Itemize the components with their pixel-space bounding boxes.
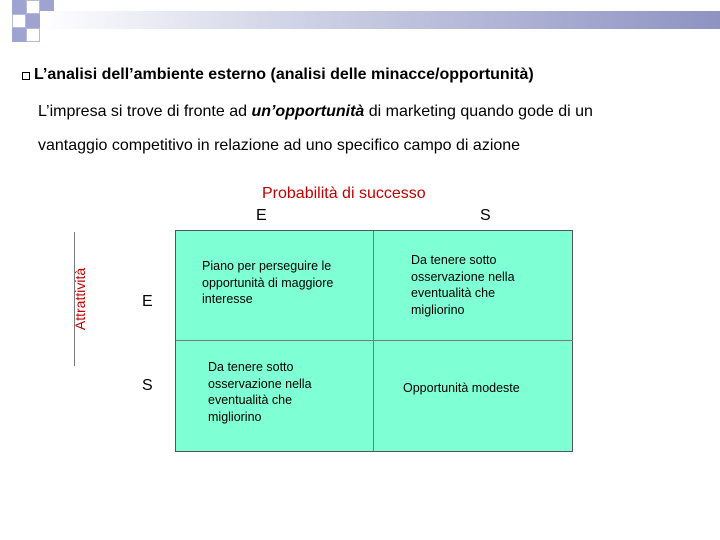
column-label-e: E	[256, 207, 267, 224]
header-gradient-bar	[40, 11, 720, 29]
paragraph-emphasis: un’opportunità	[251, 103, 365, 120]
deco-square-filled	[26, 14, 40, 28]
paragraph-line-1	[38, 103, 593, 121]
deco-square-outline	[12, 14, 26, 28]
matrix-cell-e-s: Da tenere sotto osservazione nella eventualità che migliorino	[411, 253, 515, 317]
matrix-cell-e-e: Piano per perseguire le opportunità di maggiore interesse	[202, 259, 334, 306]
paragraph-line-2: vantaggio competitivo in relazione ad uno specifico campo di azione	[38, 137, 521, 154]
row-label-s: S	[142, 377, 153, 394]
paragraph-text: di marketing quando gode di un	[364, 103, 593, 120]
deco-square-outline	[26, 28, 40, 42]
matrix-vertical-divider	[373, 231, 374, 451]
matrix-horizontal-divider	[176, 340, 573, 341]
matrix-cell-s-s: Opportunità modeste	[403, 381, 520, 395]
deco-square-filled	[12, 0, 26, 14]
slide-title: L’analisi dell’ambiente esterno (analisi delle minacce/opportunità)	[34, 66, 534, 83]
column-label-s: S	[480, 207, 491, 224]
row-label-e: E	[142, 293, 153, 310]
matrix-cell-s-e: Da tenere sotto osservazione nella eventualità che migliorino	[208, 360, 312, 424]
deco-square-filled	[12, 28, 26, 42]
column-axis-title: Probabilità di successo	[262, 185, 426, 202]
deco-square-outline	[26, 0, 40, 14]
paragraph-text: L’impresa si trove di fronte ad	[38, 103, 252, 120]
title-bullet-icon	[22, 72, 30, 80]
row-axis-title: Attrattività	[72, 267, 88, 331]
